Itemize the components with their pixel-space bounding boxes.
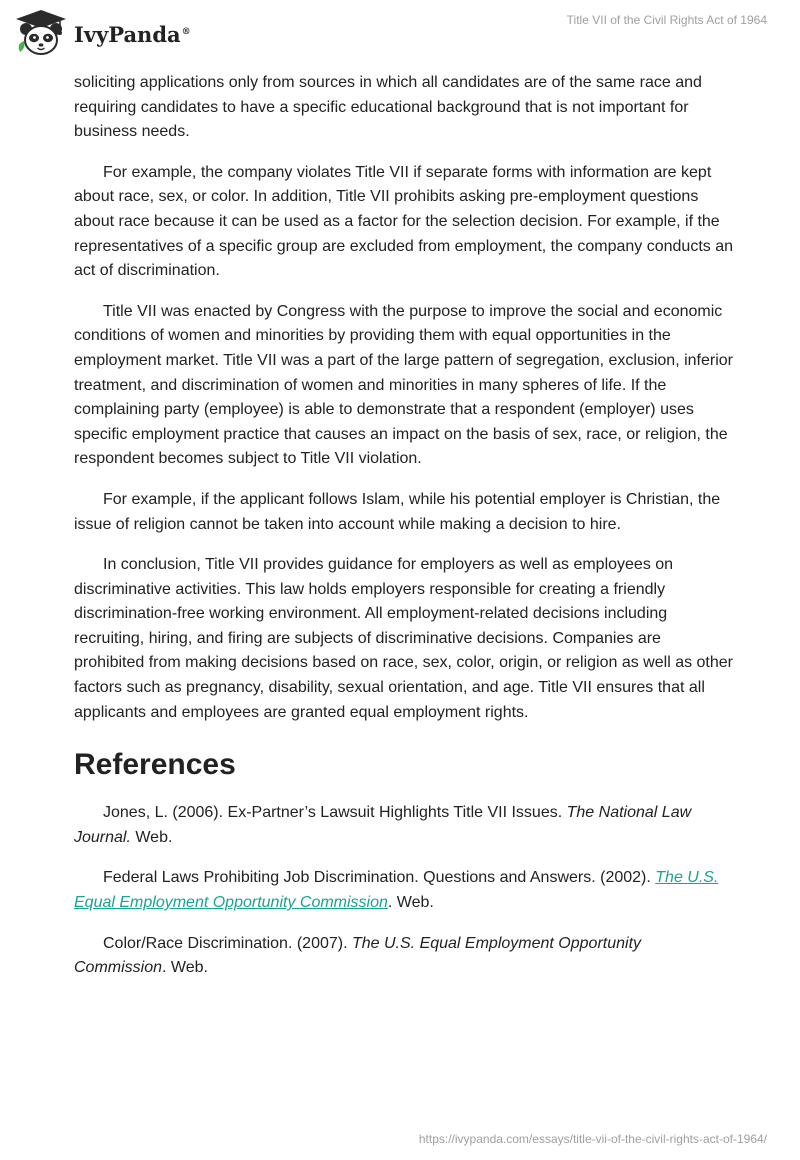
reference-source-link[interactable]: The U.S. Equal Employment Opportunity Commission [74, 869, 719, 912]
reference-item [74, 801, 734, 850]
paragraph-continued: soliciting applications only from sources in which all candidates are of the same race and requiring candidates to have a specific educational background that is not important for business needs. [74, 74, 702, 141]
panda-graduate-icon [14, 8, 68, 58]
paragraph: In conclusion, Title VII provides guidance for employers as well as employees on discriminative activities. This law holds employers responsible for creating a friendly discrimination-free working environment. All employment-related decisions including recruiting, hiring, and firing are subjects of discriminative decisions. Companies are prohibited from making decisions based on race, sex, color, origin, or religion as well as other factors such as pregnancy, disability, sexual orientation, and age. Title VII ensures that all applicants and employees are granted equal employment rights. [74, 556, 733, 721]
registered-mark: ® [181, 26, 191, 37]
references-heading: References [74, 748, 236, 782]
reference-item [74, 932, 734, 981]
reference-tail: Web. [130, 828, 173, 846]
document-title: Title VII of the Civil Rights Act of 1964 [566, 13, 767, 27]
reference-tail: . Web. [387, 894, 434, 912]
reference-source: The U.S. Equal Employment Opportunity Commission [74, 934, 642, 977]
reference-tail: . Web. [162, 959, 208, 977]
reference-source: The National Law Journal. [74, 804, 692, 846]
paragraph: For example, if the applicant follows Islam, while his potential employer is Christian, the issue of religion cannot be taken into account while making a decision to hire. [74, 490, 721, 533]
brand-name: IvyPanda® [74, 21, 191, 47]
paragraph: Title VII was enacted by Congress with the purpose to improve the social and economic conditions of women and minorities by providing them with equal opportunities in the employment market. Title VII was a part of the large pattern of segregation, exclusion, inferior treatment, and discrimination of women and minorities in many spheres of life. If the complaining party (employee) is able to demonstrate that a respondent (employer) uses specific employment practice that causes an impact on the basis of sex, race, or religion, the respondent becomes subject to Title VII violation. [74, 302, 733, 468]
paragraph: For example, the company violates Title VII if separate forms with information are kept about race, sex, or color. In addition, Title VII prohibits asking pre-employment questions about race because it can be used as a factor for the selection decision. For example, if the representatives of a specific group are excluded from employment, the company conducts an act of discrimination. [74, 163, 734, 280]
reference-text: Federal Laws Prohibiting Job Discrimination. Questions and Answers. (2002). [103, 869, 656, 887]
ivypanda-logo[interactable] [14, 8, 191, 58]
reference-text: Color/Race Discrimination. (2007). [103, 934, 352, 952]
essay-body [74, 71, 734, 997]
page-header [0, 0, 800, 70]
footer-url: https://ivypanda.com/essays/title-vii-of-the-civil-rights-act-of-1964/ [418, 1132, 767, 1146]
reference-item [74, 866, 734, 915]
reference-text: Jones, L. (2006). Ex-Partner’s Lawsuit Highlights Title VII Issues. [103, 804, 567, 822]
